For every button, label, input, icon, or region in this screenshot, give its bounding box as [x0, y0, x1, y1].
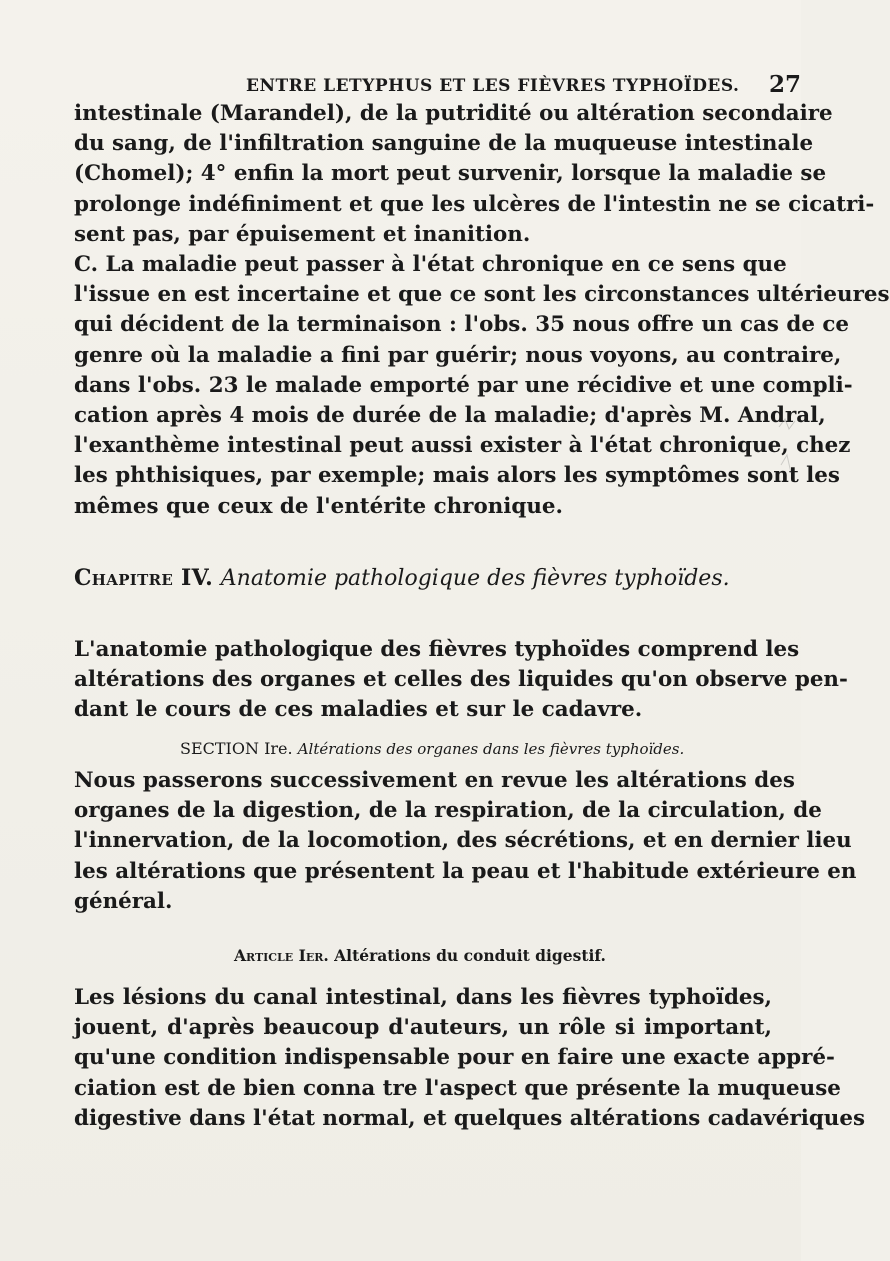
section-heading — [180, 739, 684, 758]
article-label: Article Ier. — [234, 946, 329, 965]
text-line: qu'une condition indispensable pour en faire une exacte appré- — [74, 1045, 835, 1071]
text-line: dant le cours de ces maladies et sur le cadavre. — [74, 697, 643, 723]
chapter-label: Chapitre IV. — [74, 565, 214, 591]
text-line: jouent, d'après beaucoup d'auteurs, un rôle si important, — [74, 1015, 772, 1041]
section-title: Altérations des organes dans les fièvres typhoïdes. — [297, 740, 685, 758]
text-line: cation après 4 mois de durée de la maladie; d'après M. Andral, — [74, 403, 826, 429]
running-head: ENTRE LETYPHUS ET LES FIÈVRES TYPHOÏDES. — [246, 76, 740, 96]
text-line: (Chomel); 4° enfin la mort peut survenir, lorsque la maladie se — [74, 161, 827, 187]
text-line: genre où la maladie a fini par guérir; nous voyons, au contraire, — [74, 342, 842, 368]
text-line: général. — [74, 888, 173, 914]
text-line: l'innervation, de la locomotion, des sécrétions, et en dernier lieu — [74, 828, 852, 854]
paragraph-intestinal-lesions — [74, 983, 866, 1134]
text-line: les altérations que présentent la peau et l'habitude extérieure en — [74, 858, 857, 884]
text-line: prolonge indéfiniment et que les ulcères de l'intestin ne se cicatri- — [74, 191, 875, 217]
text-line: C. La maladie peut passer à l'état chronique en ce sens que — [74, 252, 787, 278]
article-title: Altérations du conduit digestif. — [334, 946, 606, 965]
text-line: ciation est de bien conna tre l'aspect que présente la muqueuse — [74, 1075, 841, 1101]
paragraph-anatomy-intro — [74, 635, 848, 726]
paragraph-organs-review — [74, 766, 857, 917]
text-line: Nous passerons successivement en revue les altérations des — [74, 768, 795, 793]
text-line: mêmes que ceux de l'entérite chronique. — [74, 493, 563, 519]
text-line: l'issue en est incertaine et que ce sont les circonstances ultérieures — [74, 282, 890, 308]
text-line: sent pas, par épuisement et inanition. — [74, 221, 531, 247]
text-line: altérations des organes et celles des liquides qu'on observe pen- — [74, 667, 848, 693]
chapter-title: Anatomie pathologique des fièvres typhoïdes. — [220, 566, 730, 591]
text-line: digestive dans l'état normal, et quelques altérations cadavériques — [74, 1105, 866, 1131]
section-label: SECTION Ire. — [180, 739, 293, 758]
text-line: du sang, de l'infiltration sanguine de la muqueuse intestinale — [74, 131, 814, 157]
chapter-heading — [74, 565, 754, 591]
text-line: intestinale (Marandel), de la putridité ou altération secondaire — [74, 101, 833, 126]
text-line: l'exanthème intestinal peut aussi exister à l'état chronique, chez — [74, 433, 851, 459]
article-heading — [234, 946, 606, 965]
page-number: 27 — [769, 71, 802, 98]
text-line: dans l'obs. 23 le malade emporté par une récidive et une compli- — [74, 372, 853, 398]
text-line: L'anatomie pathologique des fièvres typhoïdes comprend les — [74, 637, 800, 662]
paragraph-prognosis — [74, 99, 890, 522]
text-line: Les lésions du canal intestinal, dans les fièvres typhoïdes, — [74, 985, 772, 1010]
text-line: organes de la digestion, de la respiration, de la circulation, de — [74, 798, 822, 824]
text-line: qui décident de la terminaison : l'obs. 35 nous offre un cas de ce — [74, 312, 850, 338]
margin-pencil-mark — [775, 415, 801, 485]
text-line: les phthisiques, par exemple; mais alors les symptômes sont les — [74, 463, 840, 489]
